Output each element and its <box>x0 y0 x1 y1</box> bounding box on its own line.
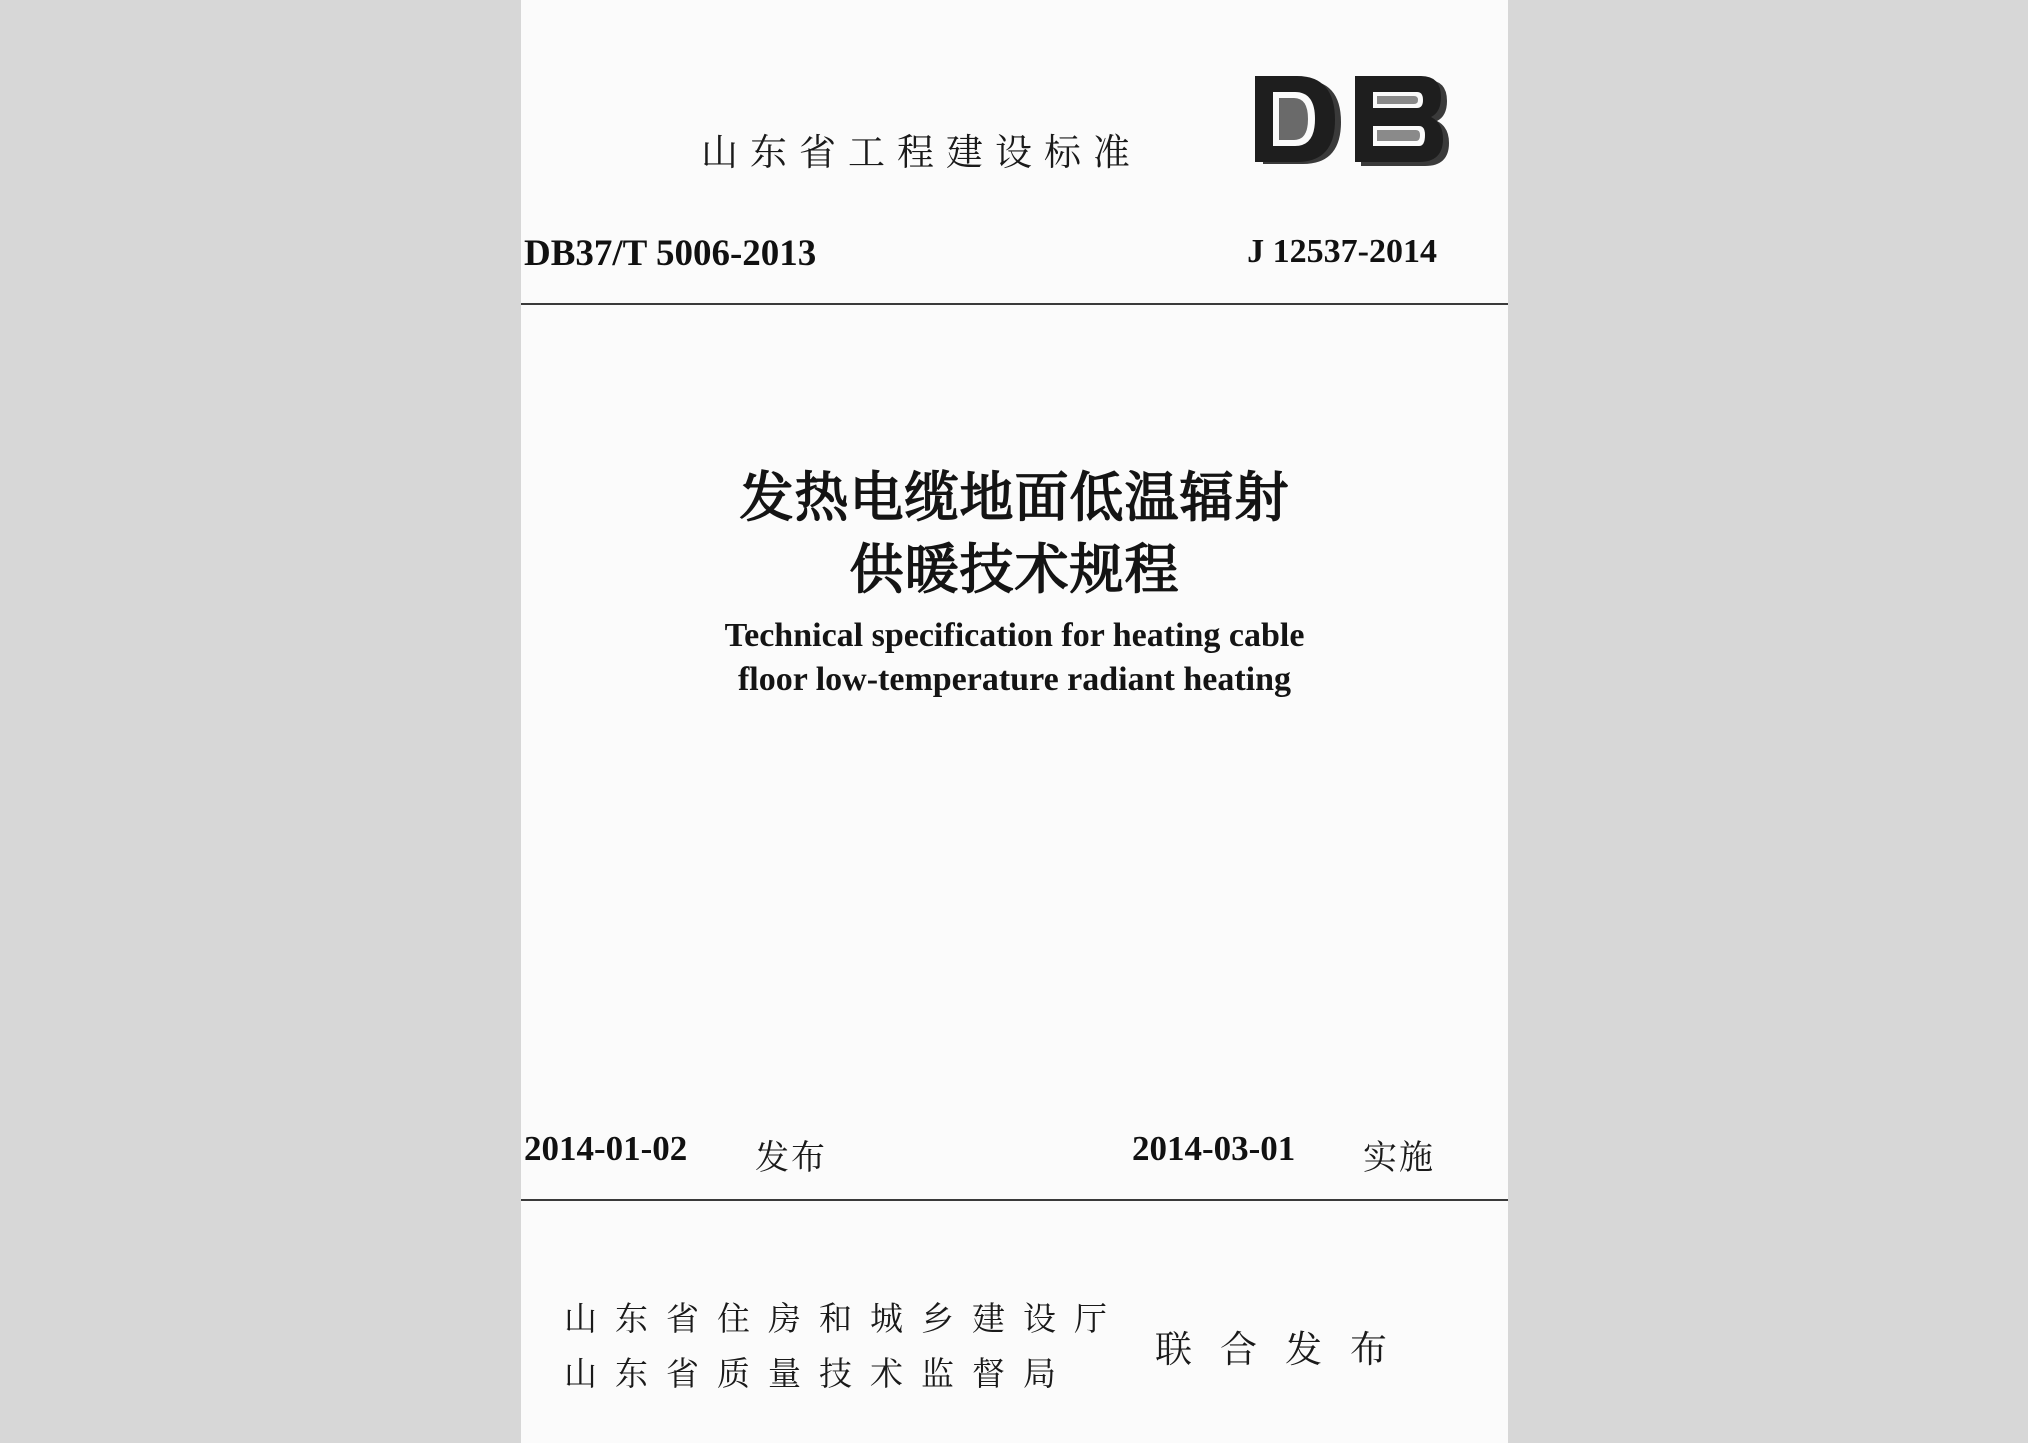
issuing-authority-2: 山东省质量技术监督局 <box>564 1354 1074 1393</box>
english-title-line-2: floor low-temperature radiant heating <box>737 661 1292 698</box>
english-title-line-1: Technical specification for heating cable <box>724 617 1305 654</box>
issue-label: 发布 <box>755 1138 827 1178</box>
document-page <box>521 0 1508 1443</box>
top-divider <box>521 303 1508 305</box>
standard-number: DB37/T 5006-2013 <box>524 233 817 274</box>
chinese-title-line-1: 发热电缆地面低温辐射 <box>739 465 1290 529</box>
record-number: J 12537-2014 <box>1247 233 1437 270</box>
issue-date: 2014-01-02 <box>524 1129 688 1168</box>
implementation-date: 2014-03-01 <box>1132 1129 1296 1168</box>
joint-issue-label: 联合发布 <box>1155 1328 1415 1371</box>
issuing-authority-1: 山东省住房和城乡建设厅 <box>564 1299 1125 1338</box>
db-logo-icon <box>1251 74 1451 170</box>
bottom-divider <box>521 1199 1508 1201</box>
implementation-label: 实施 <box>1363 1138 1435 1178</box>
standard-type-heading: 山东省工程建设标准 <box>701 131 1142 174</box>
chinese-title-line-2: 供暖技术规程 <box>849 537 1180 601</box>
